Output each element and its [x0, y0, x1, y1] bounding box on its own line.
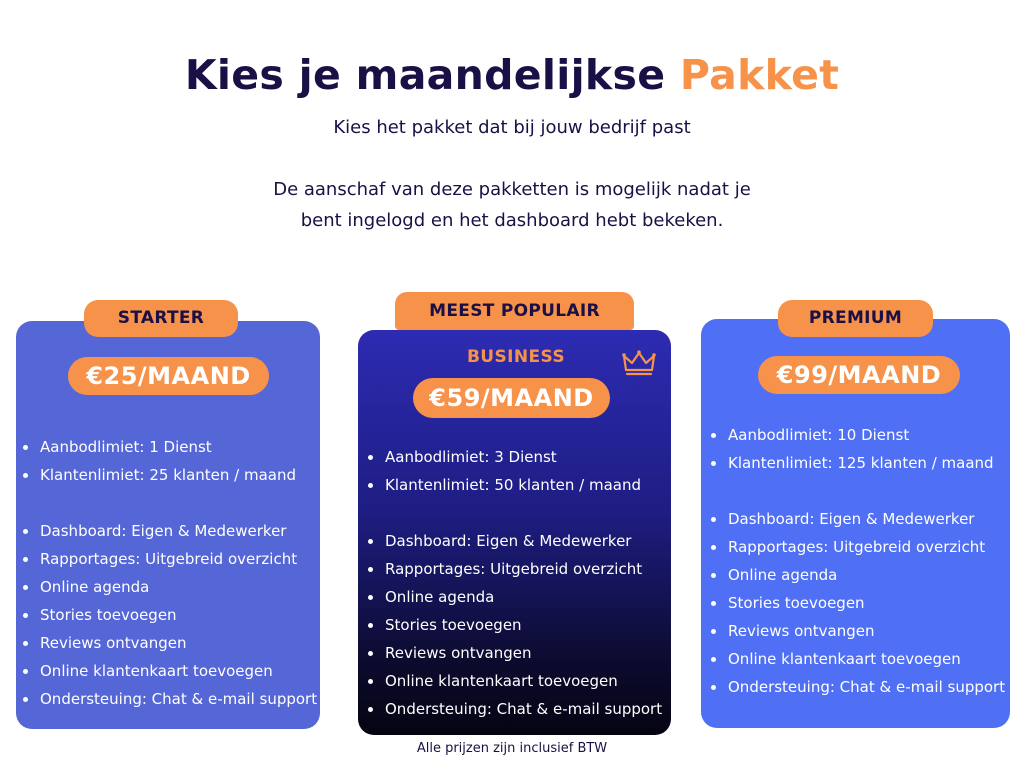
- feature-list-starter: [19, 433, 317, 713]
- crown-icon: [622, 350, 656, 376]
- page-subtitle: Kies het pakket dat bij jouw bedrijf past: [333, 117, 691, 138]
- feature-item: Stories toevoegen: [707, 589, 1005, 617]
- plan-price-business: €59/MAAND: [413, 378, 610, 418]
- feature-list-premium: [707, 421, 1005, 701]
- plan-name-business: BUSINESS: [466, 347, 566, 367]
- feature-item: Dashboard: Eigen & Medewerker: [19, 517, 317, 545]
- purchase-notice: De aanschaf van deze pakketten is mogelijk nadat je bent ingelogd en het dashboard hebt bekeken.: [273, 179, 751, 231]
- plan-ribbon-premium: PREMIUM: [778, 300, 933, 337]
- feature-item: Aanbodlimiet: 3 Dienst: [364, 443, 662, 471]
- feature-item: Online klantenkaart toevoegen: [707, 645, 1005, 673]
- feature-item: Online klantenkaart toevoegen: [19, 657, 317, 685]
- feature-item: Rapportages: Uitgebreid overzicht: [707, 533, 1005, 561]
- feature-item: Klantenlimiet: 125 klanten / maand: [707, 449, 1005, 477]
- feature-item: Online agenda: [19, 573, 317, 601]
- feature-item: Ondersteuing: Chat & e-mail support: [364, 695, 662, 723]
- plan-ribbon-popular: MEEST POPULAIR: [395, 292, 634, 330]
- page-title-accent: Pakket: [679, 51, 840, 99]
- feature-item: Reviews ontvangen: [19, 629, 317, 657]
- feature-item: Ondersteuing: Chat & e-mail support: [707, 673, 1005, 701]
- plan-price-starter: €25/MAAND: [68, 357, 269, 395]
- feature-item: Reviews ontvangen: [707, 617, 1005, 645]
- feature-list-business: [364, 443, 662, 723]
- plan-ribbon-starter: STARTER: [84, 300, 238, 337]
- feature-item: Online klantenkaart toevoegen: [364, 667, 662, 695]
- vat-footnote: Alle prijzen zijn inclusief BTW: [416, 741, 608, 756]
- feature-item: Klantenlimiet: 50 klanten / maand: [364, 471, 662, 499]
- feature-item: Online agenda: [364, 583, 662, 611]
- feature-item: Ondersteuing: Chat & e-mail support: [19, 685, 317, 713]
- feature-item: Rapportages: Uitgebreid overzicht: [364, 555, 662, 583]
- feature-item: Aanbodlimiet: 10 Dienst: [707, 421, 1005, 449]
- feature-item: Stories toevoegen: [364, 611, 662, 639]
- feature-item: Rapportages: Uitgebreid overzicht: [19, 545, 317, 573]
- feature-item: Reviews ontvangen: [364, 639, 662, 667]
- feature-item: Klantenlimiet: 25 klanten / maand: [19, 461, 317, 489]
- feature-item: Online agenda: [707, 561, 1005, 589]
- plan-price-premium: €99/MAAND: [758, 356, 960, 394]
- feature-item: Stories toevoegen: [19, 601, 317, 629]
- feature-item: Dashboard: Eigen & Medewerker: [364, 527, 662, 555]
- feature-item: Dashboard: Eigen & Medewerker: [707, 505, 1005, 533]
- page-title-main: Kies je maandelijkse: [184, 51, 666, 99]
- page-title: [0, 50, 1024, 100]
- feature-item: Aanbodlimiet: 1 Dienst: [19, 433, 317, 461]
